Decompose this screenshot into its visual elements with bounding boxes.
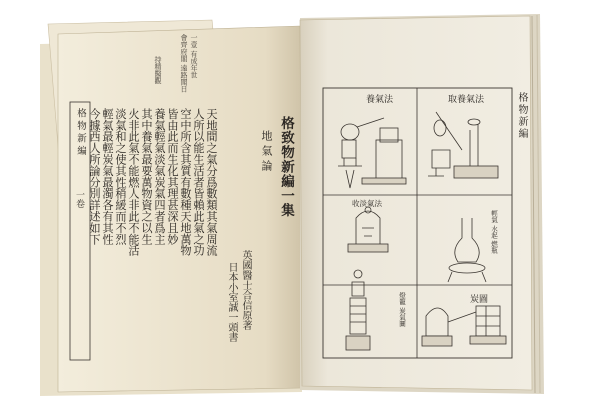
- plate-caption: 燈籠 炭氣圖: [398, 292, 406, 327]
- text-column: 皆由此而生化其理甚深且妙: [166, 108, 179, 245]
- author-credit: 英國醫士合信原著: [240, 250, 251, 330]
- text-column: 其中養氣最要萬物資之以生: [140, 108, 153, 245]
- text-column: 火非此氣不能燃人非此不能活: [127, 108, 140, 257]
- text-column: 輕氣最輕炭氣最濁各有其性: [101, 108, 114, 245]
- text-column: 空中所含其質有數種天地萬物: [179, 108, 192, 257]
- plate-caption: 炭圖: [470, 295, 489, 305]
- plate-caption: 收淡氣法: [352, 199, 382, 208]
- section-title: 地氣論: [260, 130, 273, 175]
- plate-caption: 養氣法: [366, 95, 394, 105]
- mini-note-b: 會齊府閣 遠路聞日: [180, 34, 188, 93]
- book-title: 格致物新編一集: [278, 116, 294, 218]
- mini-note-c: 持精醫觀: [154, 56, 162, 84]
- text-column: 人所以能生活者皆賴此氣之功: [192, 108, 205, 257]
- text-column: 天地間之氣分爲數類其氣周流: [205, 108, 218, 257]
- spine-title: 格物新編: [75, 108, 86, 158]
- plate-caption: 輕氣 水起 燃瓶: [490, 210, 498, 254]
- mini-note-a: 一壹 有成年世: [190, 34, 198, 79]
- text-column: 淡氣和之使其性稍緩而不烈: [114, 108, 127, 245]
- right-page: [300, 16, 532, 390]
- text-column: 今據西人所論分別詳述如下: [88, 108, 101, 245]
- spine-subtitle: 一卷: [74, 190, 84, 208]
- right-margin-title: 格物新編: [516, 92, 527, 140]
- text-column: 養氣輕氣淡氣炭氣四者爲主: [153, 108, 166, 245]
- plate-caption: 取養氣法: [448, 95, 485, 105]
- editor-credit: 日本小室誠一頭書: [226, 262, 237, 342]
